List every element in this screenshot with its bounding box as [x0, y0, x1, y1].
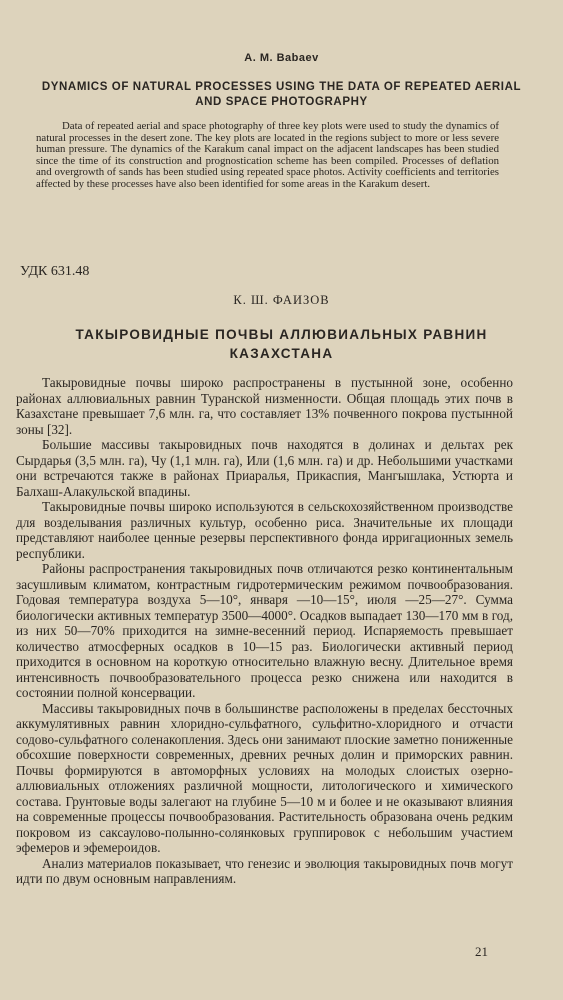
body-paragraph: Районы распространения такыровидных почв отличаются резко континентальным засушливым климатом, контрастным гидротермическим режимом почвообразования. Годовая температура воздуха 5—10°, января —10—15°, июля —25—27°. Сумма биологически активных температур 3500—4000°. Осадков выпадает 130—170 мм в год, из них 50—70% приходится на зимне-весенний период. Испаряемость превышает количество атмосферных осадков в 10—15 раз. Биологически активный период приходится в основном на короткую относительно влажную весну. Длительное время интенсивность почвообразовательного процесса резко снижена или находится в состоянии полной консервации. [16, 561, 513, 700]
russian-title-line-2: КАЗАХСТАНА [229, 346, 334, 361]
english-abstract: Data of repeated aerial and space photography of three key plots were used to study the dynamics of natural processes in the desert zone. The key plots are located in the regions subject to more or less severe human pressure. The dynamics of the Karakum canal impact on the adjacent landscapes has been studied since the time of its construction and prognostication scheme has been compiled. Processes of deflation and overgrowth of sands has been studied using repeated space photos. Activity coefficients and territories affected by these processes have also been identified for some areas in the Karakum desert. [36, 120, 499, 190]
english-article-title: DYNAMICS OF NATURAL PROCESSES USING THE DATA OF REPEATED AERIAL AND SPACE PHOTOGRAPHY [41, 81, 522, 108]
body-paragraph: Такыровидные почвы широко используются в сельскохозяйственном производстве для возделывания различных культур, особенно риса. Значительные их площади представляют наиболее ценные резервы перспективного фонда ирригационных земель республики. [16, 499, 513, 561]
body-paragraph: Такыровидные почвы широко распространены в пустынной зоне, особенно районах аллювиальных равнин Туранской низменности. Общая площадь этих почв в Казахстане превышает 7,6 млн. га, что составляет 13% почвенного покрова пустынной зоны [32]. [16, 375, 513, 437]
russian-article-author: К. Ш. ФАИЗОВ [233, 293, 330, 307]
russian-article-title [20, 325, 543, 363]
body-paragraph: Большие массивы такыровидных почв находятся в долинах и дельтах рек Сырдарья (3,5 млн. га), Чу (1,1 млн. га), Или (1,6 млн. га) и др. Небольшими участками они встречаются также в районах Приаралья, Прикаспия, Мангышлака, Устюрта и Балхаш-Алакульской впадины. [16, 437, 513, 499]
english-article-author: A. M. Babaev [244, 52, 319, 64]
body-paragraph: Массивы такыровидных почв в большинстве расположены в пределах бессточных аккумулятивных равнин хлоридно-сульфатного, сульфитно-хлоридного и отчасти содово-сульфатного соленакопления. Здесь они занимают плоские заметно пониженные обсохшие поверхности современных, древних речных долин и приморских равнин. Почвы формируются в автоморфных условиях на молодых слоистых озерно-аллювиальных отложениях различной мощности, литологического и химического состава. Грунтовые воды залегают на глубине 5—10 м и более и не оказывают влияния на современные процессы почвообразования. Растительность образована очень редким покровом из саксаулово-полынно-солянковых группировок с небольшим участием эфемеров и эфемероидов. [16, 700, 513, 855]
russian-title-line-1: ТАКЫРОВИДНЫЕ ПОЧВЫ АЛЛЮВИАЛЬНЫХ РАВНИН [75, 327, 488, 342]
page-number: 21 [475, 944, 488, 959]
udk-classification: УДК 631.48 [20, 264, 90, 279]
body-paragraph: Анализ материалов показывает, что генезис и эволюция такыровидных почв могут идти по двум основным направлениям. [16, 855, 513, 886]
article-body [16, 375, 513, 887]
